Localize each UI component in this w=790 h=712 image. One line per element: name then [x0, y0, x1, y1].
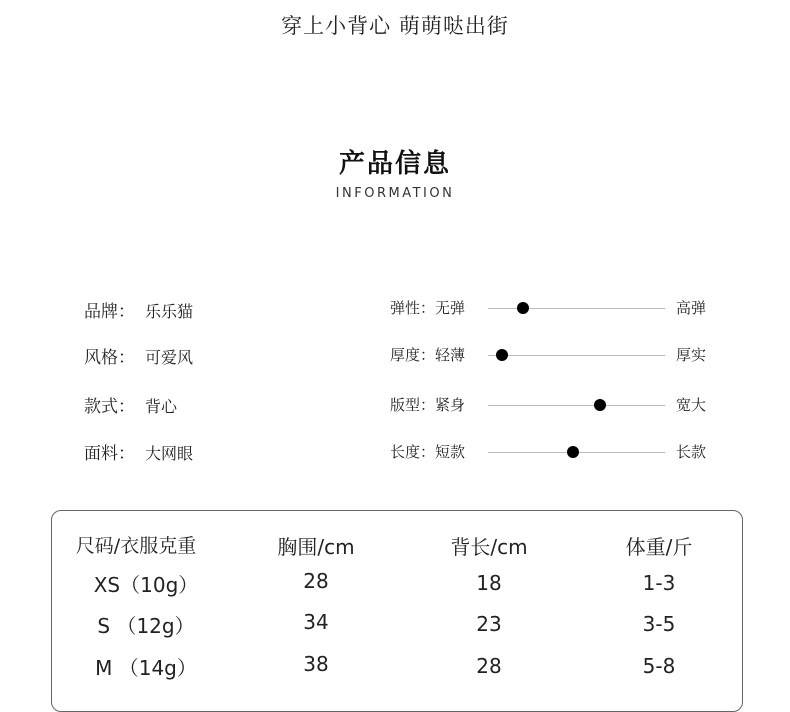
slider-min-label: 紧身: [435, 396, 466, 414]
table-cell: 1-3: [642, 571, 676, 595]
slider-dot: [517, 302, 529, 314]
slider-dot: [594, 399, 606, 411]
attribute-value: 背心: [145, 397, 178, 416]
slider-label: 版型：: [390, 396, 436, 414]
attribute-value: 大网眼: [145, 444, 194, 463]
section-title: 产品信息: [338, 149, 451, 179]
slider-max-label: 厚实: [676, 346, 707, 364]
table-cell: 38: [303, 652, 329, 676]
table-header: 胸围/cm: [277, 535, 355, 559]
slider-track: [488, 355, 665, 356]
slider-min-label: 短款: [435, 443, 466, 461]
table-header: 背长/cm: [450, 535, 528, 559]
slider-min-label: 无弹: [435, 299, 466, 317]
slider-track: [488, 452, 665, 453]
slider-track: [488, 405, 665, 406]
slider-max-label: 宽大: [676, 396, 707, 414]
slider-row-label: [390, 441, 465, 462]
attribute-row: [84, 297, 193, 322]
slider-row-label: [390, 344, 465, 365]
slider-row-label: [390, 394, 465, 415]
attribute-value: 可爱风: [145, 348, 194, 367]
slider-max-label: 长款: [676, 443, 707, 461]
table-cell: 34: [303, 610, 329, 634]
slider-dot: [496, 349, 508, 361]
attribute-label: 款式：: [84, 397, 135, 417]
table-cell: 3-5: [642, 612, 676, 636]
attribute-label: 品牌：: [84, 302, 135, 322]
slider-row-label: [390, 297, 465, 318]
table-header: 体重/斤: [625, 535, 693, 559]
table-cell: S （12g）: [97, 614, 195, 638]
table-cell: 28: [303, 569, 329, 593]
table-cell: 28: [476, 654, 502, 678]
table-cell: 5-8: [642, 654, 676, 678]
table-cell: 23: [476, 612, 502, 636]
size-table: [51, 510, 743, 712]
table-cell: 18: [476, 571, 502, 595]
attribute-row: [84, 343, 193, 368]
section-subtitle: INFORMATION: [335, 186, 455, 201]
slogan: 穿上小背心 萌萌哒出街: [281, 14, 509, 38]
attribute-value: 乐乐猫: [145, 302, 194, 321]
table-header: 尺码/衣服克重: [75, 535, 197, 557]
table-cell: M （14g）: [95, 656, 197, 680]
slider-track: [488, 308, 665, 309]
slider-max-label: 高弹: [676, 299, 707, 317]
slider-label: 长度：: [390, 443, 436, 461]
attribute-label: 面料：: [84, 444, 135, 464]
table-cell: XS（10g）: [93, 573, 199, 597]
slider-label: 弹性：: [390, 299, 436, 317]
slider-label: 厚度：: [390, 346, 436, 364]
attribute-row: [84, 439, 193, 464]
slider-min-label: 轻薄: [435, 346, 466, 364]
attribute-row: [84, 392, 177, 417]
attribute-label: 风格：: [84, 348, 135, 368]
slider-dot: [567, 446, 579, 458]
